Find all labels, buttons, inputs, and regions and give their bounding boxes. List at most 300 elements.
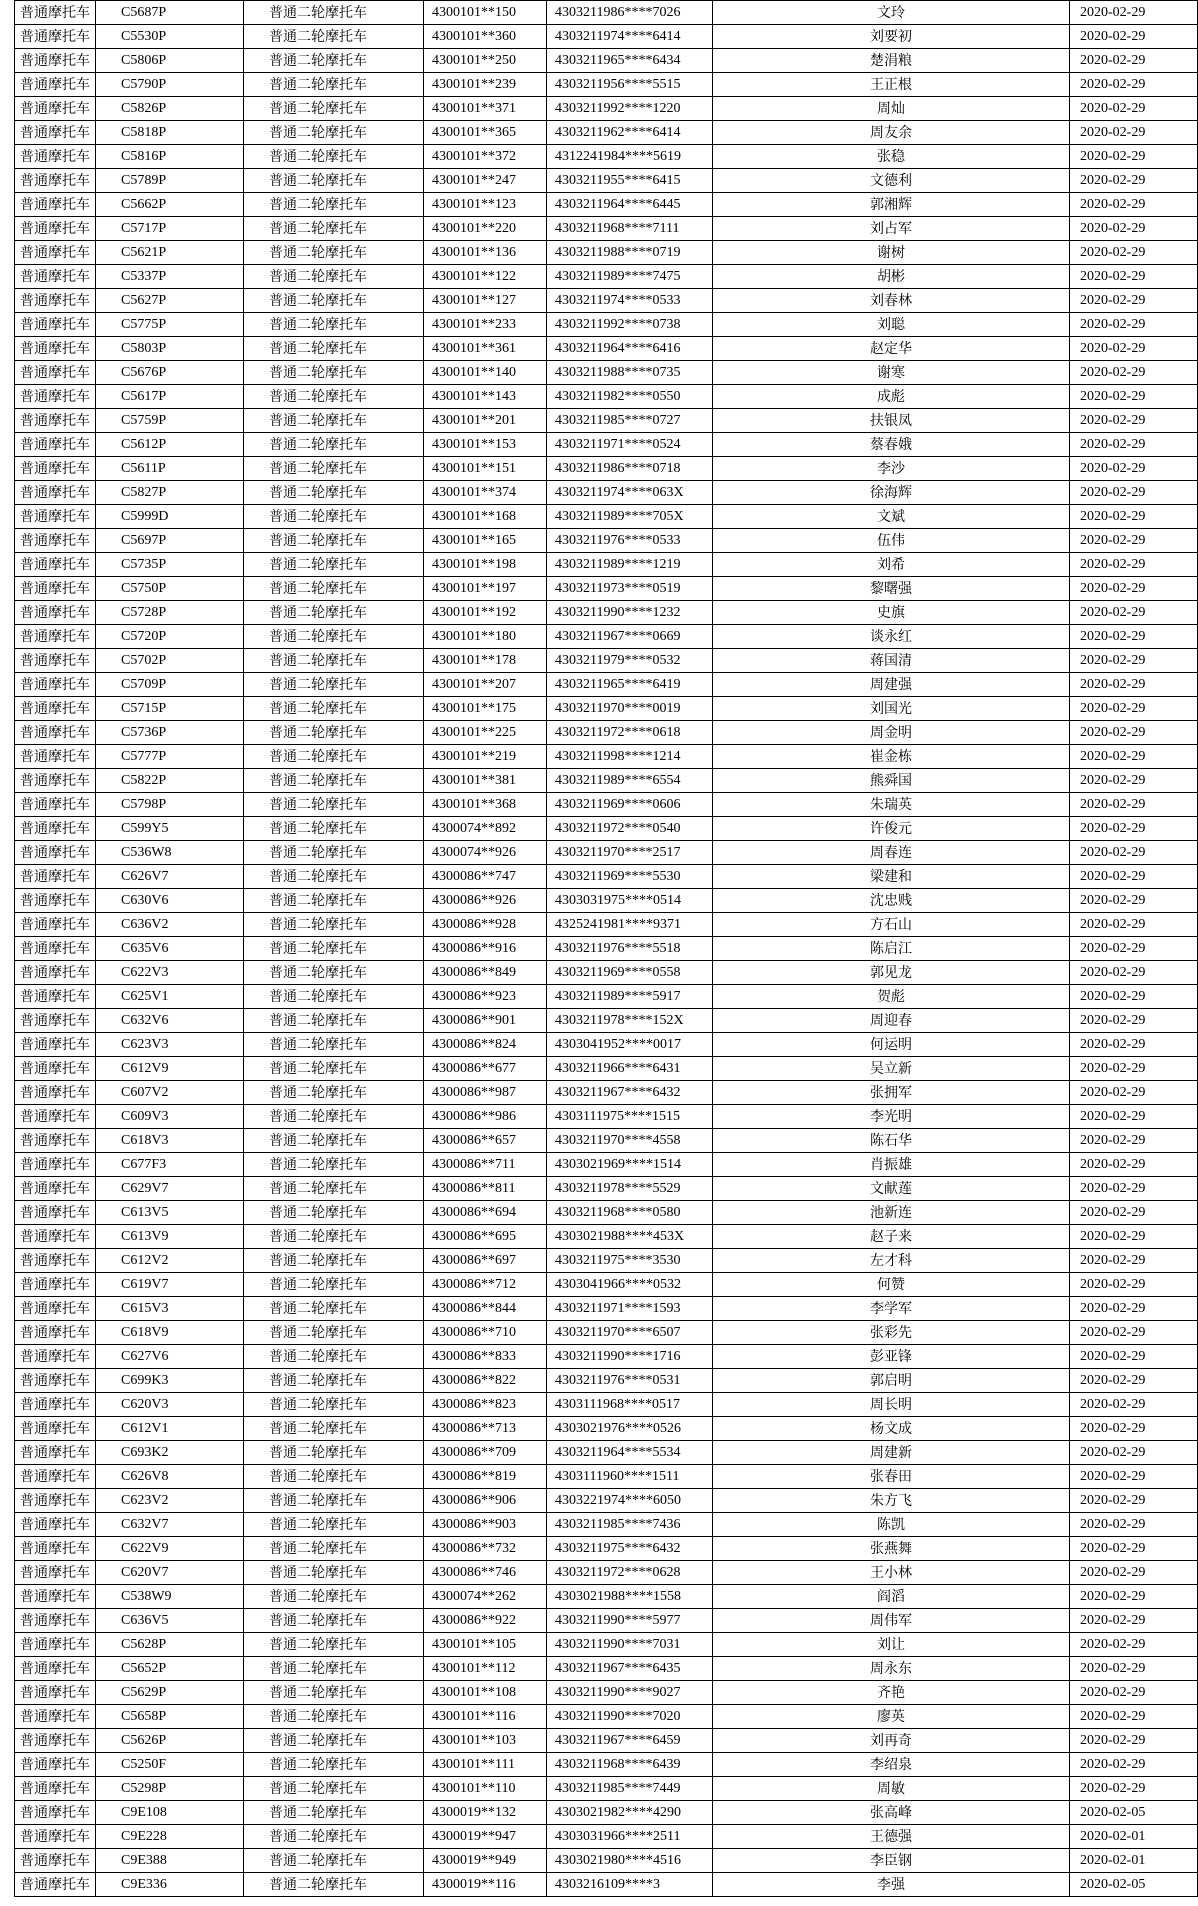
id-number-cell: 4303211971****0524 — [547, 433, 713, 457]
id-number-cell: 4303211978****5529 — [547, 1177, 713, 1201]
table-row — [15, 1705, 1198, 1729]
vehicle-model-cell: 普通二轮摩托车 — [244, 1825, 424, 1849]
id-number-cell: 4303211972****0618 — [547, 721, 713, 745]
date-cell: 2020-02-29 — [1070, 1009, 1198, 1033]
owner-name-cell: 朱方飞 — [713, 1489, 1070, 1513]
vehicle-model-cell: 普通二轮摩托车 — [244, 697, 424, 721]
vehicle-type-cell: 普通摩托车 — [15, 1153, 96, 1177]
vehicle-type-cell: 普通摩托车 — [15, 1609, 96, 1633]
table-row — [15, 1153, 1198, 1177]
vehicle-type-cell: 普通摩托车 — [15, 121, 96, 145]
record-number-cell: 4300086**901 — [424, 1009, 547, 1033]
record-number-cell: 4300086**747 — [424, 865, 547, 889]
record-number-cell: 4300101**105 — [424, 1633, 547, 1657]
plate-number-cell: C5697P — [96, 529, 244, 553]
vehicle-type-cell: 普通摩托车 — [15, 889, 96, 913]
record-number-cell: 4300086**746 — [424, 1561, 547, 1585]
record-number-cell: 4300101**150 — [424, 1, 547, 25]
record-number-cell: 4300101**143 — [424, 385, 547, 409]
table-row — [15, 1009, 1198, 1033]
table-row — [15, 217, 1198, 241]
table-row — [15, 721, 1198, 745]
plate-number-cell: C615V3 — [96, 1297, 244, 1321]
owner-name-cell: 杨文成 — [713, 1417, 1070, 1441]
date-cell: 2020-02-29 — [1070, 913, 1198, 937]
record-number-cell: 4300101**168 — [424, 505, 547, 529]
id-number-cell: 4303211986****0718 — [547, 457, 713, 481]
owner-name-cell: 吴立新 — [713, 1057, 1070, 1081]
owner-name-cell: 刘聪 — [713, 313, 1070, 337]
table-row — [15, 553, 1198, 577]
owner-name-cell: 张燕舞 — [713, 1537, 1070, 1561]
record-number-cell: 4300086**849 — [424, 961, 547, 985]
date-cell: 2020-02-29 — [1070, 841, 1198, 865]
id-number-cell: 4303211965****6419 — [547, 673, 713, 697]
owner-name-cell: 许俊元 — [713, 817, 1070, 841]
vehicle-type-cell: 普通摩托车 — [15, 145, 96, 169]
id-number-cell: 4303211990****5977 — [547, 1609, 713, 1633]
id-number-cell: 4303211974****0533 — [547, 289, 713, 313]
plate-number-cell: C5750P — [96, 577, 244, 601]
table-row — [15, 73, 1198, 97]
owner-name-cell: 池新连 — [713, 1201, 1070, 1225]
record-number-cell: 4300086**697 — [424, 1249, 547, 1273]
vehicle-type-cell: 普通摩托车 — [15, 217, 96, 241]
vehicle-type-cell: 普通摩托车 — [15, 601, 96, 625]
plate-number-cell: C5818P — [96, 121, 244, 145]
owner-name-cell: 成彪 — [713, 385, 1070, 409]
owner-name-cell: 左才科 — [713, 1249, 1070, 1273]
record-number-cell: 4300019**949 — [424, 1849, 547, 1873]
vehicle-type-cell: 普通摩托车 — [15, 49, 96, 73]
vehicle-type-cell: 普通摩托车 — [15, 361, 96, 385]
owner-name-cell: 周长明 — [713, 1393, 1070, 1417]
vehicle-type-cell: 普通摩托车 — [15, 1345, 96, 1369]
vehicle-model-cell: 普通二轮摩托车 — [244, 49, 424, 73]
record-number-cell: 4300086**922 — [424, 1609, 547, 1633]
id-number-cell: 4303211967****0669 — [547, 625, 713, 649]
owner-name-cell: 张春田 — [713, 1465, 1070, 1489]
vehicle-model-cell: 普通二轮摩托车 — [244, 865, 424, 889]
table-row — [15, 481, 1198, 505]
plate-number-cell: C5626P — [96, 1729, 244, 1753]
owner-name-cell: 赵子来 — [713, 1225, 1070, 1249]
table-row — [15, 841, 1198, 865]
vehicle-type-cell: 普通摩托车 — [15, 1873, 96, 1897]
record-number-cell: 4300101**247 — [424, 169, 547, 193]
id-number-cell: 4303211990****9027 — [547, 1681, 713, 1705]
table-row — [15, 1849, 1198, 1873]
plate-number-cell: C5806P — [96, 49, 244, 73]
plate-number-cell: C5789P — [96, 169, 244, 193]
id-number-cell: 4303211969****0606 — [547, 793, 713, 817]
plate-number-cell: C613V9 — [96, 1225, 244, 1249]
vehicle-type-cell: 普通摩托车 — [15, 913, 96, 937]
owner-name-cell: 刘再奇 — [713, 1729, 1070, 1753]
vehicle-model-cell: 普通二轮摩托车 — [244, 241, 424, 265]
record-number-cell: 4300101**368 — [424, 793, 547, 817]
plate-number-cell: C5826P — [96, 97, 244, 121]
vehicle-type-cell: 普通摩托车 — [15, 505, 96, 529]
table-row — [15, 601, 1198, 625]
vehicle-model-cell: 普通二轮摩托车 — [244, 193, 424, 217]
plate-number-cell: C626V7 — [96, 865, 244, 889]
date-cell: 2020-02-01 — [1070, 1849, 1198, 1873]
owner-name-cell: 何运明 — [713, 1033, 1070, 1057]
table-row — [15, 121, 1198, 145]
owner-name-cell: 李强 — [713, 1873, 1070, 1897]
vehicle-type-cell: 普通摩托车 — [15, 1561, 96, 1585]
vehicle-type-cell: 普通摩托车 — [15, 697, 96, 721]
id-number-cell: 4303021969****1514 — [547, 1153, 713, 1177]
date-cell: 2020-02-29 — [1070, 385, 1198, 409]
table-row — [15, 745, 1198, 769]
plate-number-cell: C5777P — [96, 745, 244, 769]
owner-name-cell: 沈忠贱 — [713, 889, 1070, 913]
record-number-cell: 4300101**127 — [424, 289, 547, 313]
date-cell: 2020-02-29 — [1070, 481, 1198, 505]
plate-number-cell: C5621P — [96, 241, 244, 265]
record-number-cell: 4300101**175 — [424, 697, 547, 721]
record-number-cell: 4300086**822 — [424, 1369, 547, 1393]
date-cell: 2020-02-29 — [1070, 1297, 1198, 1321]
owner-name-cell: 谢树 — [713, 241, 1070, 265]
owner-name-cell: 郭启明 — [713, 1369, 1070, 1393]
date-cell: 2020-02-29 — [1070, 1681, 1198, 1705]
date-cell: 2020-02-29 — [1070, 769, 1198, 793]
date-cell: 2020-02-29 — [1070, 49, 1198, 73]
date-cell: 2020-02-29 — [1070, 193, 1198, 217]
id-number-cell: 4303211964****5534 — [547, 1441, 713, 1465]
id-number-cell: 4303021982****4290 — [547, 1801, 713, 1825]
record-number-cell: 4300101**207 — [424, 673, 547, 697]
vehicle-model-cell: 普通二轮摩托车 — [244, 1105, 424, 1129]
plate-number-cell: C5627P — [96, 289, 244, 313]
plate-number-cell: C5250F — [96, 1753, 244, 1777]
date-cell: 2020-02-29 — [1070, 1225, 1198, 1249]
vehicle-type-cell: 普通摩托车 — [15, 1009, 96, 1033]
id-number-cell: 4303111968****0517 — [547, 1393, 713, 1417]
vehicle-model-cell: 普通二轮摩托车 — [244, 553, 424, 577]
table-row — [15, 25, 1198, 49]
vehicle-model-cell: 普通二轮摩托车 — [244, 337, 424, 361]
id-number-cell: 4303211986****7026 — [547, 1, 713, 25]
date-cell: 2020-02-29 — [1070, 97, 1198, 121]
plate-number-cell: C5999D — [96, 505, 244, 529]
date-cell: 2020-02-29 — [1070, 1057, 1198, 1081]
vehicle-type-cell: 普通摩托车 — [15, 1777, 96, 1801]
date-cell: 2020-02-29 — [1070, 1657, 1198, 1681]
id-number-cell: 4303211955****6415 — [547, 169, 713, 193]
date-cell: 2020-02-29 — [1070, 577, 1198, 601]
owner-name-cell: 文玲 — [713, 1, 1070, 25]
table-row — [15, 1681, 1198, 1705]
date-cell: 2020-02-29 — [1070, 337, 1198, 361]
table-row — [15, 1825, 1198, 1849]
id-number-cell: 4303211989****705X — [547, 505, 713, 529]
vehicle-type-cell: 普通摩托车 — [15, 481, 96, 505]
record-number-cell: 4300101**365 — [424, 121, 547, 145]
vehicle-model-cell: 普通二轮摩托车 — [244, 1129, 424, 1153]
id-number-cell: 4303211968****7111 — [547, 217, 713, 241]
table-row — [15, 1393, 1198, 1417]
record-number-cell: 4300019**947 — [424, 1825, 547, 1849]
vehicle-type-cell: 普通摩托车 — [15, 553, 96, 577]
vehicle-type-cell: 普通摩托车 — [15, 1633, 96, 1657]
owner-name-cell: 周永东 — [713, 1657, 1070, 1681]
date-cell: 2020-02-29 — [1070, 1705, 1198, 1729]
owner-name-cell: 楚涓粮 — [713, 49, 1070, 73]
record-number-cell: 4300101**197 — [424, 577, 547, 601]
id-number-cell: 4303211988****0735 — [547, 361, 713, 385]
vehicle-model-cell: 普通二轮摩托车 — [244, 1777, 424, 1801]
plate-number-cell: C9E108 — [96, 1801, 244, 1825]
id-number-cell: 4303221974****6050 — [547, 1489, 713, 1513]
vehicle-model-cell: 普通二轮摩托车 — [244, 601, 424, 625]
vehicle-type-cell: 普通摩托车 — [15, 1369, 96, 1393]
date-cell: 2020-02-29 — [1070, 1633, 1198, 1657]
owner-name-cell: 李沙 — [713, 457, 1070, 481]
table-row — [15, 625, 1198, 649]
date-cell: 2020-02-29 — [1070, 1153, 1198, 1177]
vehicle-type-cell: 普通摩托车 — [15, 1057, 96, 1081]
id-number-cell: 4303211988****0719 — [547, 241, 713, 265]
license-record-table — [14, 0, 1198, 1897]
table-row — [15, 577, 1198, 601]
owner-name-cell: 赵定华 — [713, 337, 1070, 361]
date-cell: 2020-02-29 — [1070, 1369, 1198, 1393]
plate-number-cell: C5676P — [96, 361, 244, 385]
vehicle-type-cell: 普通摩托车 — [15, 985, 96, 1009]
vehicle-type-cell: 普通摩托车 — [15, 1465, 96, 1489]
id-number-cell: 4303211974****063X — [547, 481, 713, 505]
table-row — [15, 769, 1198, 793]
vehicle-model-cell: 普通二轮摩托车 — [244, 841, 424, 865]
vehicle-model-cell: 普通二轮摩托车 — [244, 985, 424, 1009]
owner-name-cell: 周建新 — [713, 1441, 1070, 1465]
owner-name-cell: 陈启江 — [713, 937, 1070, 961]
table-row — [15, 1177, 1198, 1201]
table-row — [15, 1465, 1198, 1489]
table-row — [15, 1561, 1198, 1585]
vehicle-model-cell: 普通二轮摩托车 — [244, 1033, 424, 1057]
id-number-cell: 4303211982****0550 — [547, 385, 713, 409]
plate-number-cell: C5735P — [96, 553, 244, 577]
table-row — [15, 1321, 1198, 1345]
id-number-cell: 4303111975****1515 — [547, 1105, 713, 1129]
plate-number-cell: C5629P — [96, 1681, 244, 1705]
owner-name-cell: 伍伟 — [713, 529, 1070, 553]
id-number-cell: 4303211976****0533 — [547, 529, 713, 553]
date-cell: 2020-02-29 — [1070, 289, 1198, 313]
record-number-cell: 4300101**372 — [424, 145, 547, 169]
date-cell: 2020-02-29 — [1070, 937, 1198, 961]
vehicle-type-cell: 普通摩托车 — [15, 745, 96, 769]
id-number-cell: 4303211970****0019 — [547, 697, 713, 721]
vehicle-model-cell: 普通二轮摩托车 — [244, 649, 424, 673]
date-cell: 2020-02-29 — [1070, 601, 1198, 625]
id-number-cell: 4303211966****6431 — [547, 1057, 713, 1081]
record-number-cell: 4300101**140 — [424, 361, 547, 385]
id-number-cell: 4303211968****6439 — [547, 1753, 713, 1777]
owner-name-cell: 陈石华 — [713, 1129, 1070, 1153]
vehicle-type-cell: 普通摩托车 — [15, 937, 96, 961]
record-number-cell: 4300074**262 — [424, 1585, 547, 1609]
id-number-cell: 4303211967****6432 — [547, 1081, 713, 1105]
vehicle-model-cell: 普通二轮摩托车 — [244, 1465, 424, 1489]
owner-name-cell: 李臣钢 — [713, 1849, 1070, 1873]
id-number-cell: 4303211992****0738 — [547, 313, 713, 337]
plate-number-cell: C5715P — [96, 697, 244, 721]
vehicle-type-cell: 普通摩托车 — [15, 577, 96, 601]
plate-number-cell: C5816P — [96, 145, 244, 169]
id-number-cell: 4303211964****6445 — [547, 193, 713, 217]
table-row — [15, 1609, 1198, 1633]
vehicle-model-cell: 普通二轮摩托车 — [244, 97, 424, 121]
record-number-cell: 4300101**381 — [424, 769, 547, 793]
plate-number-cell: C622V3 — [96, 961, 244, 985]
date-cell: 2020-02-29 — [1070, 361, 1198, 385]
vehicle-type-cell: 普通摩托车 — [15, 961, 96, 985]
record-number-cell: 4300019**132 — [424, 1801, 547, 1825]
plate-number-cell: C620V3 — [96, 1393, 244, 1417]
id-number-cell: 4303021988****1558 — [547, 1585, 713, 1609]
id-number-cell: 4303211978****152X — [547, 1009, 713, 1033]
id-number-cell: 4325241981****9371 — [547, 913, 713, 937]
record-number-cell: 4300086**824 — [424, 1033, 547, 1057]
owner-name-cell: 张高峰 — [713, 1801, 1070, 1825]
vehicle-model-cell: 普通二轮摩托车 — [244, 1297, 424, 1321]
plate-number-cell: C618V9 — [96, 1321, 244, 1345]
table-row — [15, 1105, 1198, 1129]
table-row — [15, 889, 1198, 913]
record-number-cell: 4300086**844 — [424, 1297, 547, 1321]
plate-number-cell: C5775P — [96, 313, 244, 337]
owner-name-cell: 李学军 — [713, 1297, 1070, 1321]
table-row — [15, 505, 1198, 529]
vehicle-type-cell: 普通摩托车 — [15, 433, 96, 457]
vehicle-type-cell: 普通摩托车 — [15, 1129, 96, 1153]
owner-name-cell: 何赞 — [713, 1273, 1070, 1297]
plate-number-cell: C9E228 — [96, 1825, 244, 1849]
date-cell: 2020-02-29 — [1070, 1561, 1198, 1585]
id-number-cell: 4303021980****4516 — [547, 1849, 713, 1873]
vehicle-type-cell: 普通摩托车 — [15, 625, 96, 649]
vehicle-type-cell: 普通摩托车 — [15, 1489, 96, 1513]
vehicle-model-cell: 普通二轮摩托车 — [244, 1753, 424, 1777]
vehicle-type-cell: 普通摩托车 — [15, 1681, 96, 1705]
date-cell: 2020-02-29 — [1070, 313, 1198, 337]
plate-number-cell: C5652P — [96, 1657, 244, 1681]
vehicle-type-cell: 普通摩托车 — [15, 97, 96, 121]
id-number-cell: 4303211964****6416 — [547, 337, 713, 361]
vehicle-model-cell: 普通二轮摩托车 — [244, 1609, 424, 1633]
owner-name-cell: 胡彬 — [713, 265, 1070, 289]
date-cell: 2020-02-29 — [1070, 457, 1198, 481]
vehicle-model-cell: 普通二轮摩托车 — [244, 1225, 424, 1249]
table-row — [15, 265, 1198, 289]
vehicle-model-cell: 普通二轮摩托车 — [244, 1633, 424, 1657]
vehicle-model-cell: 普通二轮摩托车 — [244, 1513, 424, 1537]
plate-number-cell: C5617P — [96, 385, 244, 409]
vehicle-type-cell: 普通摩托车 — [15, 1801, 96, 1825]
table-row — [15, 1225, 1198, 1249]
plate-number-cell: C599Y5 — [96, 817, 244, 841]
date-cell: 2020-02-29 — [1070, 1393, 1198, 1417]
date-cell: 2020-02-29 — [1070, 553, 1198, 577]
vehicle-model-cell: 普通二轮摩托车 — [244, 1801, 424, 1825]
date-cell: 2020-02-29 — [1070, 1753, 1198, 1777]
table-row — [15, 145, 1198, 169]
vehicle-type-cell: 普通摩托车 — [15, 1081, 96, 1105]
date-cell: 2020-02-29 — [1070, 1609, 1198, 1633]
table-row — [15, 793, 1198, 817]
table-row — [15, 1057, 1198, 1081]
date-cell: 2020-02-05 — [1070, 1801, 1198, 1825]
owner-name-cell: 黎曙强 — [713, 577, 1070, 601]
vehicle-type-cell: 普通摩托车 — [15, 1273, 96, 1297]
plate-number-cell: C5662P — [96, 193, 244, 217]
owner-name-cell: 周敏 — [713, 1777, 1070, 1801]
table-row — [15, 817, 1198, 841]
record-number-cell: 4300086**926 — [424, 889, 547, 913]
vehicle-model-cell: 普通二轮摩托车 — [244, 361, 424, 385]
id-number-cell: 4303211968****0580 — [547, 1201, 713, 1225]
vehicle-model-cell: 普通二轮摩托车 — [244, 385, 424, 409]
plate-number-cell: C607V2 — [96, 1081, 244, 1105]
vehicle-model-cell: 普通二轮摩托车 — [244, 577, 424, 601]
document-page — [14, 0, 1146, 1897]
date-cell: 2020-02-29 — [1070, 793, 1198, 817]
plate-number-cell: C625V1 — [96, 985, 244, 1009]
date-cell: 2020-02-29 — [1070, 1105, 1198, 1129]
date-cell: 2020-02-29 — [1070, 1465, 1198, 1489]
plate-number-cell: C612V9 — [96, 1057, 244, 1081]
owner-name-cell: 朱瑞英 — [713, 793, 1070, 817]
owner-name-cell: 蔡春娥 — [713, 433, 1070, 457]
plate-number-cell: C5759P — [96, 409, 244, 433]
vehicle-type-cell: 普通摩托车 — [15, 1393, 96, 1417]
table-body — [15, 1, 1198, 1897]
record-number-cell: 4300101**201 — [424, 409, 547, 433]
vehicle-model-cell: 普通二轮摩托车 — [244, 1441, 424, 1465]
vehicle-model-cell: 普通二轮摩托车 — [244, 817, 424, 841]
date-cell: 2020-02-29 — [1070, 1729, 1198, 1753]
date-cell: 2020-02-29 — [1070, 985, 1198, 1009]
owner-name-cell: 周伟军 — [713, 1609, 1070, 1633]
date-cell: 2020-02-29 — [1070, 673, 1198, 697]
vehicle-model-cell: 普通二轮摩托车 — [244, 793, 424, 817]
id-number-cell: 4303211970****4558 — [547, 1129, 713, 1153]
vehicle-model-cell: 普通二轮摩托车 — [244, 1681, 424, 1705]
vehicle-model-cell: 普通二轮摩托车 — [244, 1273, 424, 1297]
plate-number-cell: C5702P — [96, 649, 244, 673]
record-number-cell: 4300019**116 — [424, 1873, 547, 1897]
record-number-cell: 4300101**233 — [424, 313, 547, 337]
plate-number-cell: C693K2 — [96, 1441, 244, 1465]
plate-number-cell: C627V6 — [96, 1345, 244, 1369]
id-number-cell: 4303041966****0532 — [547, 1273, 713, 1297]
id-number-cell: 4303021976****0526 — [547, 1417, 713, 1441]
table-row — [15, 1873, 1198, 1897]
vehicle-model-cell: 普通二轮摩托车 — [244, 409, 424, 433]
record-number-cell: 4300101**192 — [424, 601, 547, 625]
record-number-cell: 4300101**116 — [424, 1705, 547, 1729]
vehicle-type-cell: 普通摩托车 — [15, 73, 96, 97]
table-row — [15, 433, 1198, 457]
vehicle-model-cell: 普通二轮摩托车 — [244, 1153, 424, 1177]
vehicle-type-cell: 普通摩托车 — [15, 529, 96, 553]
